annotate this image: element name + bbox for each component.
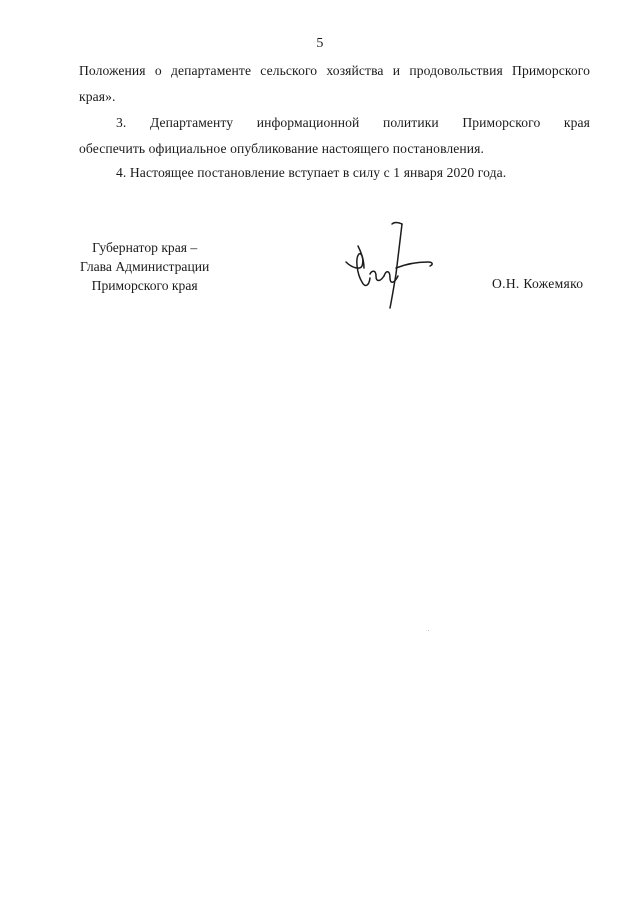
paragraph-line: 3. Департаменту информационной политики Приморского края — [116, 115, 590, 130]
paragraph-line: 4. Настоящее постановление вступает в силу с 1 января 2020 года. — [116, 165, 507, 180]
position-line: Приморского края — [91, 278, 198, 293]
page-number: 5 — [316, 36, 324, 51]
paragraph-1 — [79, 58, 590, 110]
paragraph-line: Положения о департаменте сельского хозяйства и продовольствия Приморского — [79, 63, 590, 78]
scan-speck — [428, 630, 429, 631]
paragraph-line: обеспечить официальное опубликование настоящего постановления. — [79, 141, 485, 156]
position-line: Губернатор края – — [92, 240, 198, 255]
handwritten-signature — [340, 218, 440, 310]
paragraph-3 — [79, 160, 590, 186]
paragraph-line: края». — [79, 89, 116, 104]
position-line: Глава Администрации — [80, 259, 210, 274]
signatory-position — [80, 238, 209, 295]
signer-name: О.Н. Кожемяко — [492, 276, 584, 291]
paragraph-2 — [79, 110, 590, 162]
